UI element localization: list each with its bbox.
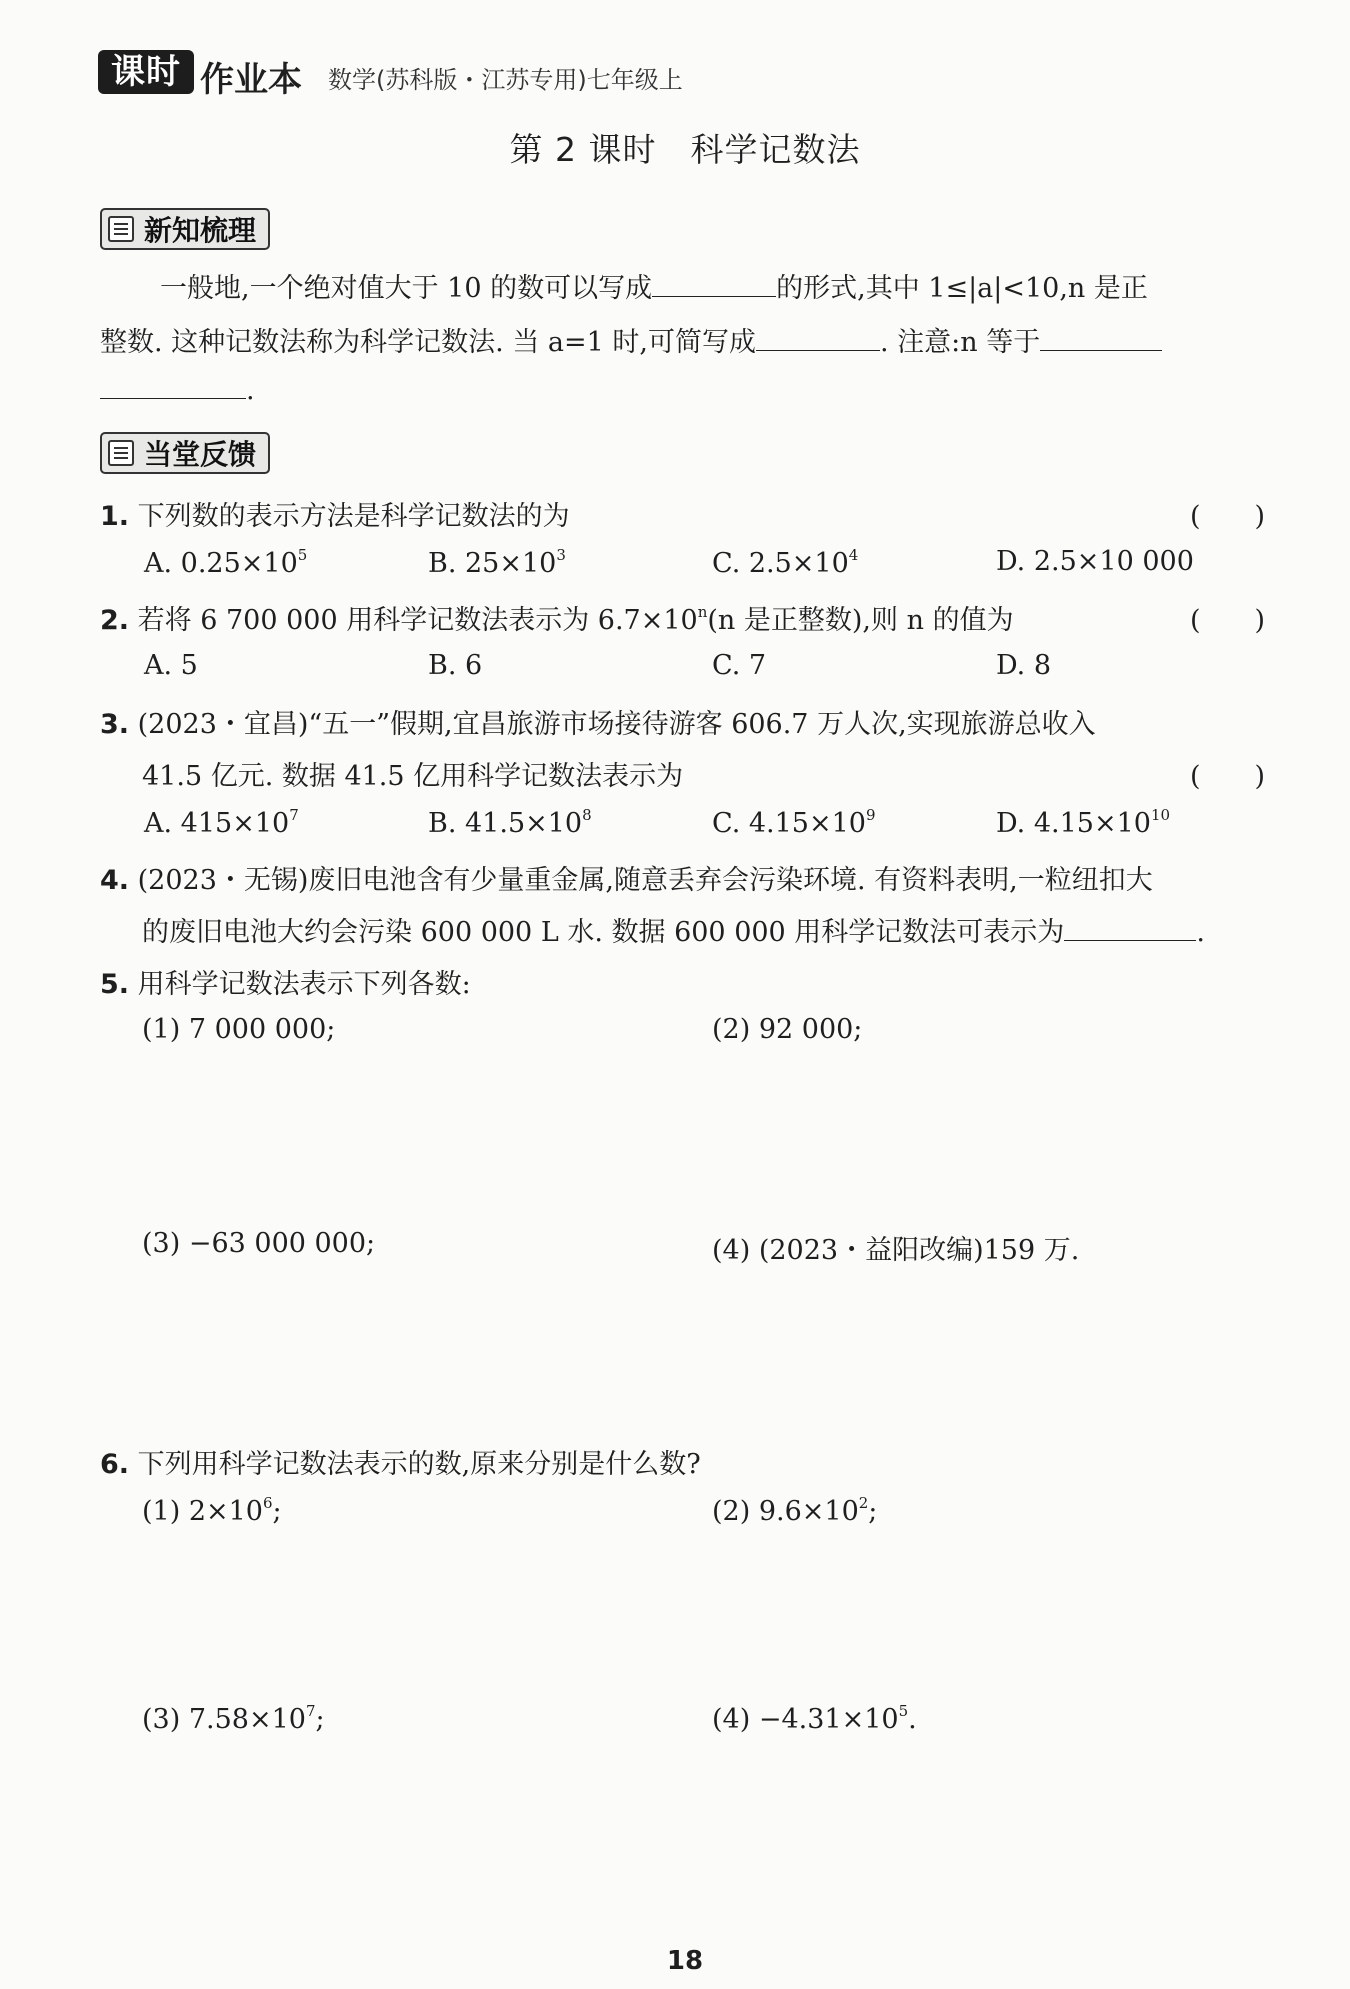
section-in-class-feedback bbox=[100, 432, 270, 474]
question-stem: 用科学记数法表示下列各数: bbox=[137, 969, 471, 1000]
question-number: 6. bbox=[100, 1449, 130, 1480]
question-stem: (n 是正整数),则 n 的值为 bbox=[707, 605, 1014, 636]
answer-paren[interactable]: ( ) bbox=[1190, 761, 1266, 792]
lesson-title: 第 2 课时 科学记数法 bbox=[509, 130, 861, 169]
concept-text: 一般地,一个绝对值大于 10 的数可以写成 bbox=[160, 273, 653, 304]
question-4-line-2 bbox=[142, 910, 1205, 949]
q6-part-1: (1) $2\times 10^6$; bbox=[142, 1494, 282, 1527]
option-a[interactable]: A. 5 bbox=[144, 650, 198, 681]
section-title: 新知梳理 bbox=[144, 214, 257, 247]
q5-part-4: (4) (2023・益阳改编)159 万. bbox=[712, 1235, 1080, 1266]
question-2 bbox=[100, 598, 1014, 637]
fill-blank[interactable] bbox=[756, 326, 880, 351]
answer-paren[interactable]: ( ) bbox=[1190, 501, 1266, 532]
concept-text: . bbox=[246, 375, 255, 406]
concept-text: . 注意:n 等于 bbox=[879, 327, 1041, 358]
concept-text: 的形式,其中 1≤|a|<10,n 是正 bbox=[776, 273, 1148, 304]
q6-part-4: $(4) -4.31\times 10^5$. bbox=[712, 1702, 917, 1735]
question-1 bbox=[100, 494, 570, 533]
pencil-icon bbox=[108, 440, 134, 466]
question-stem: 的废旧电池大约会污染 600 000 L 水. 数据 600 000 用科学记数法可表示为 bbox=[142, 917, 1065, 948]
question-3-line-2: 41.5 亿元. 数据 41.5 亿用科学记数法表示为 bbox=[142, 761, 684, 792]
question-4 bbox=[100, 858, 1153, 897]
concept-line-2 bbox=[100, 320, 1162, 359]
question-number: 4. bbox=[100, 865, 130, 896]
option-c[interactable]: C. 7 bbox=[712, 650, 767, 681]
option-d[interactable]: D. $4.15\times 10^{10}$ bbox=[996, 806, 1171, 839]
question-number: 5. bbox=[100, 969, 130, 1000]
concept-line-3 bbox=[100, 374, 255, 406]
option-b[interactable]: B. 6 bbox=[428, 650, 483, 681]
fill-blank[interactable] bbox=[652, 272, 776, 297]
question-stem: (2023・宜昌)“五一”假期,宜昌旅游市场接待游客 606.7 万人次,实现旅游总收入 bbox=[137, 709, 1096, 740]
exponent: n bbox=[697, 603, 708, 621]
question-5 bbox=[100, 962, 471, 1001]
book-icon bbox=[108, 216, 134, 242]
q5-part-1: (1) 7 000 000; bbox=[142, 1014, 336, 1045]
q5-part-3: (3) −63 000 000; bbox=[142, 1228, 376, 1259]
fill-blank[interactable] bbox=[1040, 326, 1162, 351]
question-stem: 下列数的表示方法是科学记数法的为 bbox=[137, 501, 570, 532]
answer-paren[interactable]: ( ) bbox=[1190, 605, 1266, 636]
concept-line-1 bbox=[160, 266, 1148, 305]
q6-part-3: (3) $7.58\times 10^7$; bbox=[142, 1702, 325, 1735]
q6-part-2: (2) $9.6\times 10^2$; bbox=[712, 1494, 878, 1527]
option-b[interactable]: B. $25\times 10^3$ bbox=[428, 546, 566, 579]
question-number: 1. bbox=[100, 501, 130, 532]
punctuation: . bbox=[1196, 917, 1205, 948]
option-b[interactable]: B. $41.5\times 10^8$ bbox=[428, 806, 592, 839]
question-number: 2. bbox=[100, 605, 130, 636]
option-c[interactable]: C. $2.5\times 10^4$ bbox=[712, 546, 859, 579]
question-number: 3. bbox=[100, 709, 130, 740]
question-stem: 若将 6 700 000 用科学记数法表示为 6.7×10 bbox=[137, 605, 698, 636]
question-6 bbox=[100, 1442, 701, 1481]
concept-text: 整数. 这种记数法称为科学记数法. 当 a=1 时,可简写成 bbox=[100, 327, 756, 358]
brand-name: 作业本 bbox=[200, 60, 302, 100]
page-number: 18 bbox=[666, 1946, 704, 1976]
fill-blank[interactable] bbox=[1064, 916, 1196, 941]
option-c[interactable]: C. $4.15\times 10^9$ bbox=[712, 806, 876, 839]
question-3 bbox=[100, 702, 1096, 741]
section-title: 当堂反馈 bbox=[144, 438, 257, 471]
option-a[interactable]: A. $0.25\times 10^5$ bbox=[144, 546, 308, 579]
section-new-knowledge bbox=[100, 208, 270, 250]
question-stem: 下列用科学记数法表示的数,原来分别是什么数? bbox=[137, 1449, 701, 1480]
question-stem: (2023・无锡)废旧电池含有少量重金属,随意丢弃会污染环境. 有资料表明,一粒纽扣大 bbox=[137, 865, 1153, 896]
option-a[interactable]: A. $415\times 10^7$ bbox=[144, 806, 299, 839]
logo: 课时 bbox=[98, 50, 194, 94]
subject-label: 数学(苏科版・江苏专用)七年级上 bbox=[328, 66, 683, 94]
option-d[interactable]: D. 2.5×10 000 bbox=[996, 546, 1194, 577]
fill-blank[interactable] bbox=[100, 374, 246, 399]
option-d[interactable]: D. 8 bbox=[996, 650, 1052, 681]
q5-part-2: (2) 92 000; bbox=[712, 1014, 863, 1045]
